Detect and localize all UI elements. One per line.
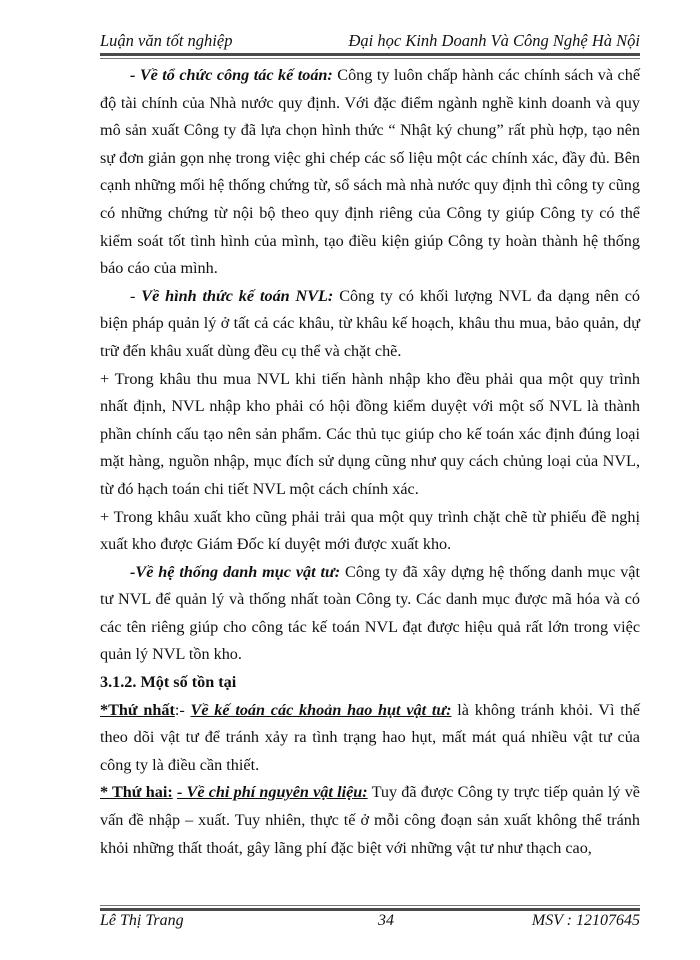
paragraph-first-issue xyxy=(100,697,640,780)
issue-label: *Thứ nhất xyxy=(100,700,175,719)
issue-separator: :- xyxy=(174,700,191,719)
footer-student-id: MSV : 12107645 xyxy=(531,912,640,929)
paragraph-text: là không tránh khỏi. Vì thế theo dõi vật tư để tránh xảy ra tình trạng hao hụt, mất mát quá nhiều vật tư của công ty là điều cần thiết. xyxy=(100,700,640,774)
paragraph-lead: Về hình thức kế toán NVL: xyxy=(141,286,334,305)
paragraph-accounting-organization xyxy=(100,62,640,283)
page-header xyxy=(100,28,640,54)
paragraph-text: Công ty có khối lượng NVL đa dạng nên có biện pháp quản lý ở tất cả các khâu, từ khâu kế hoạch, khâu thu mua, bảo quản, dự trữ đến khâu xuất dùng đều cụ thể và chặt chẽ. xyxy=(100,286,641,360)
page-footer xyxy=(100,912,640,934)
paragraph-second-issue xyxy=(100,779,640,862)
paragraph-text: Công ty đã xây dựng hệ thống danh mục vật tư NVL để quản lý và thống nhất toàn Công ty. Các danh mục được mã hóa và có các tên riêng giúp cho công tác kế toán NVL đạt được hiệu quả rất lớn trong việc quản lý NVL tồn kho. xyxy=(100,562,640,664)
paragraph-prefix: - xyxy=(130,286,142,305)
paragraph-lead: Về kế toán các khoản hao hụt vật tư: xyxy=(190,700,452,719)
issue-label: * Thứ hai: xyxy=(100,783,173,802)
header-rule-thick xyxy=(100,53,640,56)
paragraph-issuing-bullet: + Trong khâu xuất kho cũng phải trải qua một quy trình chặt chẽ từ phiếu đề nghị xuất kho được Giám Đốc kí duyệt mới được xuất kho. xyxy=(100,507,640,554)
header-university-name: Đại học Kinh Doanh Và Công Nghệ Hà Nội xyxy=(348,31,640,50)
paragraph-lead: -Về hệ thống danh mục vật tư: xyxy=(130,562,341,581)
body-text xyxy=(100,62,640,862)
page-number: 34 xyxy=(378,912,394,929)
section-heading: 3.1.2. Một số tồn tại xyxy=(100,673,237,692)
header-thesis-label: Luận văn tốt nghiệp xyxy=(100,31,233,50)
paragraph-purchasing-bullet: + Trong khâu thu mua NVL khi tiến hành nhập kho đều phải qua một quy trình nhất định, NVL nhập kho phải có hội đồng kiểm duyệt với một số NVL là thành phần chính cấu tạo nên sản phẩm. Các thủ tục giúp cho kế toán xác định đúng loại mặt hàng, nguồn nhập, mục đích sử dụng cũng như quy cách chủng loại của NVL, từ đó hạch toán chi tiết NVL một cách chính xác. xyxy=(100,369,640,498)
footer-rule-thin xyxy=(100,905,640,906)
paragraph-accounting-form xyxy=(100,283,640,366)
paragraph-lead: - Về tổ chức công tác kế toán: xyxy=(130,66,333,84)
footer-rule-thick xyxy=(100,908,640,911)
paragraph-text: Tuy đã được Công ty trực tiếp quản lý về vấn đề nhập – xuất. Tuy nhiên, thực tế ở mỗi công đoạn sản xuất không thể tránh khỏi những thất thoát, gây lãng phí đặc biệt với những vật tư như thạch cao, xyxy=(100,783,640,857)
paragraph-lead: - Về chi phí nguyên vật liệu: xyxy=(176,783,368,802)
footer-author: Lê Thị Trang xyxy=(100,912,184,929)
paragraph-material-catalog xyxy=(100,559,640,669)
header-rule-thin xyxy=(100,58,640,59)
paragraph-text: Công ty luôn chấp hành các chính sách và chế độ tài chính của Nhà nước quy định. Với đặc điểm ngành nghề kinh doanh và quy mô sản xuất Công ty đã lựa chọn hình thức “ Nhật ký chung” rất phù hợp, tạo nên sự đơn giản gọn nhẹ trong việc ghi chép các số liệu một các chính xác, đầy đủ. Bên cạnh những mối hệ thống chứng từ, sổ sách mà nhà nước quy định thì công ty cũng có những chứng từ nội bộ theo quy định riêng của Công ty giúp Công ty có thể kiểm soát tốt tình hình của mình, tạo điều kiện giúp Công ty hoàn thành hệ thống báo cáo của mình. xyxy=(100,66,641,278)
